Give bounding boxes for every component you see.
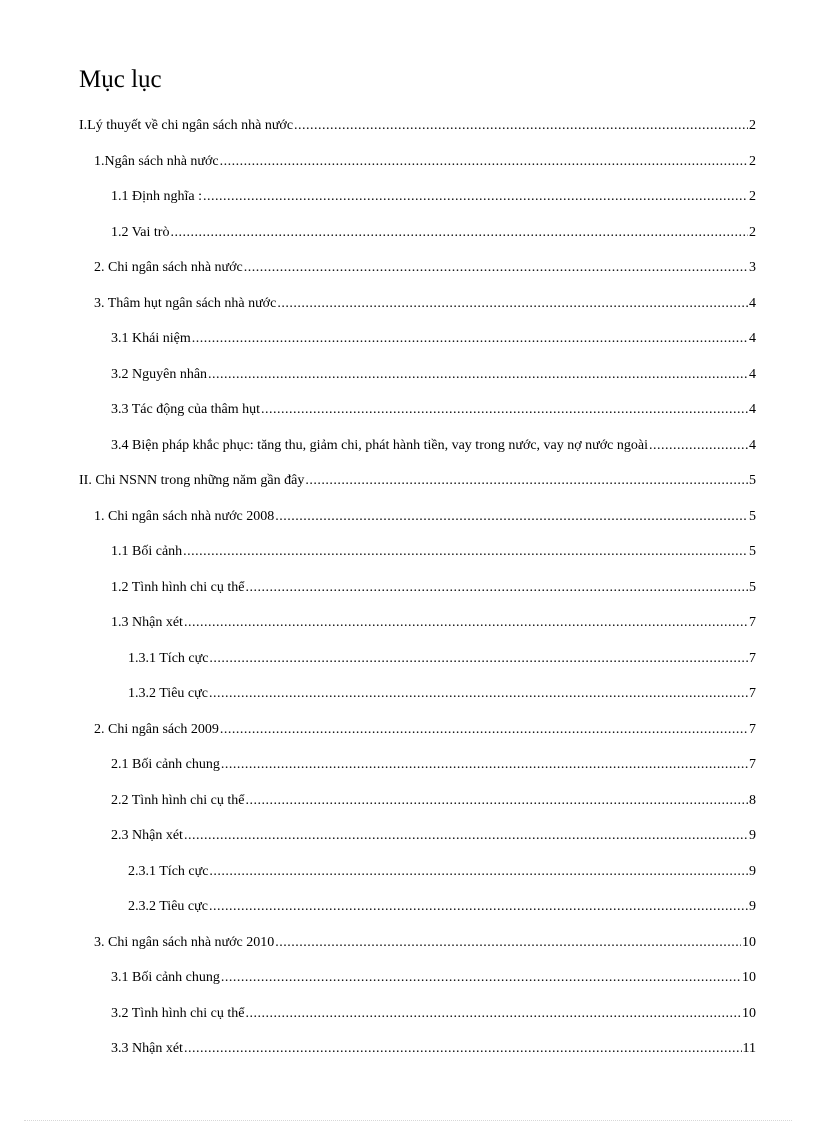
toc-leader-dots [305,471,748,491]
toc-leader-dots [246,1004,742,1024]
toc-entry-page-number: 10 [742,970,756,985]
toc-entry-label: II. Chi NSNN trong những năm gần đây [79,473,305,488]
toc-entry-10[interactable] [111,436,756,456]
toc-entry-page-number: 9 [749,899,756,914]
toc-entry-page-number: 2 [749,118,756,133]
toc-leader-dots [246,578,749,598]
toc-entry-page-number: 5 [749,473,756,488]
toc-entry-page-number: 2 [749,225,756,240]
toc-entry-page-number: 3 [749,260,756,275]
toc-entry-label: 2.3.2 Tiêu cực [128,899,208,914]
toc-entry-1[interactable] [79,116,756,136]
toc-entry-page-number: 9 [749,828,756,843]
toc-entry-12[interactable] [94,507,756,527]
toc-entry-label: 3.2 Nguyên nhân [111,367,208,382]
toc-entry-page-number: 4 [749,367,756,382]
toc-entry-label: 1.Ngân sách nhà nước [94,154,219,169]
page-bottom-divider [24,1120,792,1121]
toc-entry-label: 3.1 Khái niệm [111,331,191,346]
toc-entry-18[interactable] [94,720,756,740]
toc-leader-dots [294,116,748,136]
toc-entry-page-number: 9 [749,864,756,879]
toc-leader-dots [203,187,748,207]
toc-leader-dots [209,862,748,882]
toc-leader-dots [275,933,741,953]
toc-entry-13[interactable] [111,542,756,562]
toc-entry-5[interactable] [94,258,756,278]
toc-entry-label: 1.3 Nhận xét [111,615,183,630]
toc-entry-label: I.Lý thuyết về chi ngân sách nhà nước [79,118,294,133]
toc-entry-label: 1.3.1 Tích cực [128,651,209,666]
toc-entry-label: 1.1 Bối cảnh [111,544,183,559]
toc-entry-26[interactable] [111,1004,756,1024]
toc-entry-page-number: 7 [749,615,756,630]
toc-entry-label: 3.2 Tình hình chi cụ thể [111,1006,245,1021]
toc-entry-page-number: 4 [749,438,756,453]
toc-entry-page-number: 10 [742,935,756,950]
toc-entry-20[interactable] [111,791,756,811]
toc-leader-dots [184,826,748,846]
toc-entry-page-number: 10 [742,1006,756,1021]
toc-entry-page-number: 4 [749,331,756,346]
toc-entry-11[interactable] [79,471,756,491]
toc-entry-label: 1.2 Vai trò [111,225,170,240]
toc-leader-dots [244,258,748,278]
toc-leader-dots [246,791,749,811]
toc-leader-dots [275,507,748,527]
toc-entry-27[interactable] [111,1039,756,1059]
toc-entry-label: 3. Thâm hụt ngân sách nhà nước [94,296,277,311]
toc-entry-24[interactable] [94,933,756,953]
toc-entry-page-number: 5 [749,509,756,524]
toc-entry-page-number: 4 [749,296,756,311]
toc-entry-label: 2. Chi ngân sách nhà nước [94,260,243,275]
toc-entry-label: 2.3.1 Tích cực [128,864,209,879]
toc-entry-23[interactable] [128,897,756,917]
toc-entry-page-number: 11 [742,1041,756,1056]
toc-entry-label: 1. Chi ngân sách nhà nước 2008 [94,509,275,524]
toc-leader-dots [221,755,748,775]
toc-entry-label: 1.2 Tình hình chi cụ thể [111,580,245,595]
toc-leader-dots [208,365,748,385]
toc-entry-page-number: 4 [749,402,756,417]
toc-entry-7[interactable] [111,329,756,349]
toc-leader-dots [277,294,748,314]
toc-entry-15[interactable] [111,613,756,633]
toc-entry-14[interactable] [111,578,756,598]
toc-entry-4[interactable] [111,223,756,243]
toc-entry-page-number: 5 [749,544,756,559]
toc-leader-dots [192,329,748,349]
toc-entry-label: 1.3.2 Tiêu cực [128,686,208,701]
toc-entry-21[interactable] [111,826,756,846]
toc-entry-16[interactable] [128,649,756,669]
toc-leader-dots [183,542,748,562]
toc-entry-page-number: 5 [749,580,756,595]
toc-entry-label: 3.4 Biện pháp khắc phục: tăng thu, giảm chi, phát hành tiền, vay trong nước, vay nợ nước ngoài [111,438,648,453]
toc-entry-label: 3.3 Nhận xét [111,1041,183,1056]
toc-leader-dots [209,897,748,917]
toc-entry-3[interactable] [111,187,756,207]
toc-entry-9[interactable] [111,400,756,420]
toc-leader-dots [220,720,748,740]
toc-entry-label: 3.3 Tác động của thâm hụt [111,402,261,417]
toc-leader-dots [649,436,748,456]
toc-entry-label: 3. Chi ngân sách nhà nước 2010 [94,935,275,950]
toc-entry-label: 2.2 Tình hình chi cụ thể [111,793,245,808]
toc-leader-dots [221,968,741,988]
toc-entry-page-number: 2 [749,154,756,169]
toc-entry-page-number: 7 [749,757,756,772]
toc-leader-dots [209,649,748,669]
toc-leader-dots [261,400,748,420]
toc-leader-dots [184,613,748,633]
toc-entry-label: 3.1 Bối cảnh chung [111,970,220,985]
toc-entry-19[interactable] [111,755,756,775]
toc-entry-25[interactable] [111,968,756,988]
toc-leader-dots [184,1039,742,1059]
toc-entry-page-number: 7 [749,686,756,701]
toc-entry-label: 2. Chi ngân sách 2009 [94,722,219,737]
toc-leader-dots [220,152,748,172]
toc-entry-page-number: 7 [749,722,756,737]
page-title: Mục lục [79,66,162,93]
toc-entry-page-number: 2 [749,189,756,204]
toc-entry-8[interactable] [111,365,756,385]
toc-entry-label: 2.3 Nhận xét [111,828,183,843]
toc-entry-label: 2.1 Bối cảnh chung [111,757,220,772]
toc-leader-dots [209,684,748,704]
toc-entry-label: 1.1 Định nghĩa : [111,189,202,204]
toc-entry-6[interactable] [94,294,756,314]
toc-entry-22[interactable] [128,862,756,882]
toc-entry-page-number: 8 [749,793,756,808]
toc-leader-dots [170,223,748,243]
toc-entry-2[interactable] [94,152,756,172]
toc-entry-17[interactable] [128,684,756,704]
toc-entry-page-number: 7 [749,651,756,666]
